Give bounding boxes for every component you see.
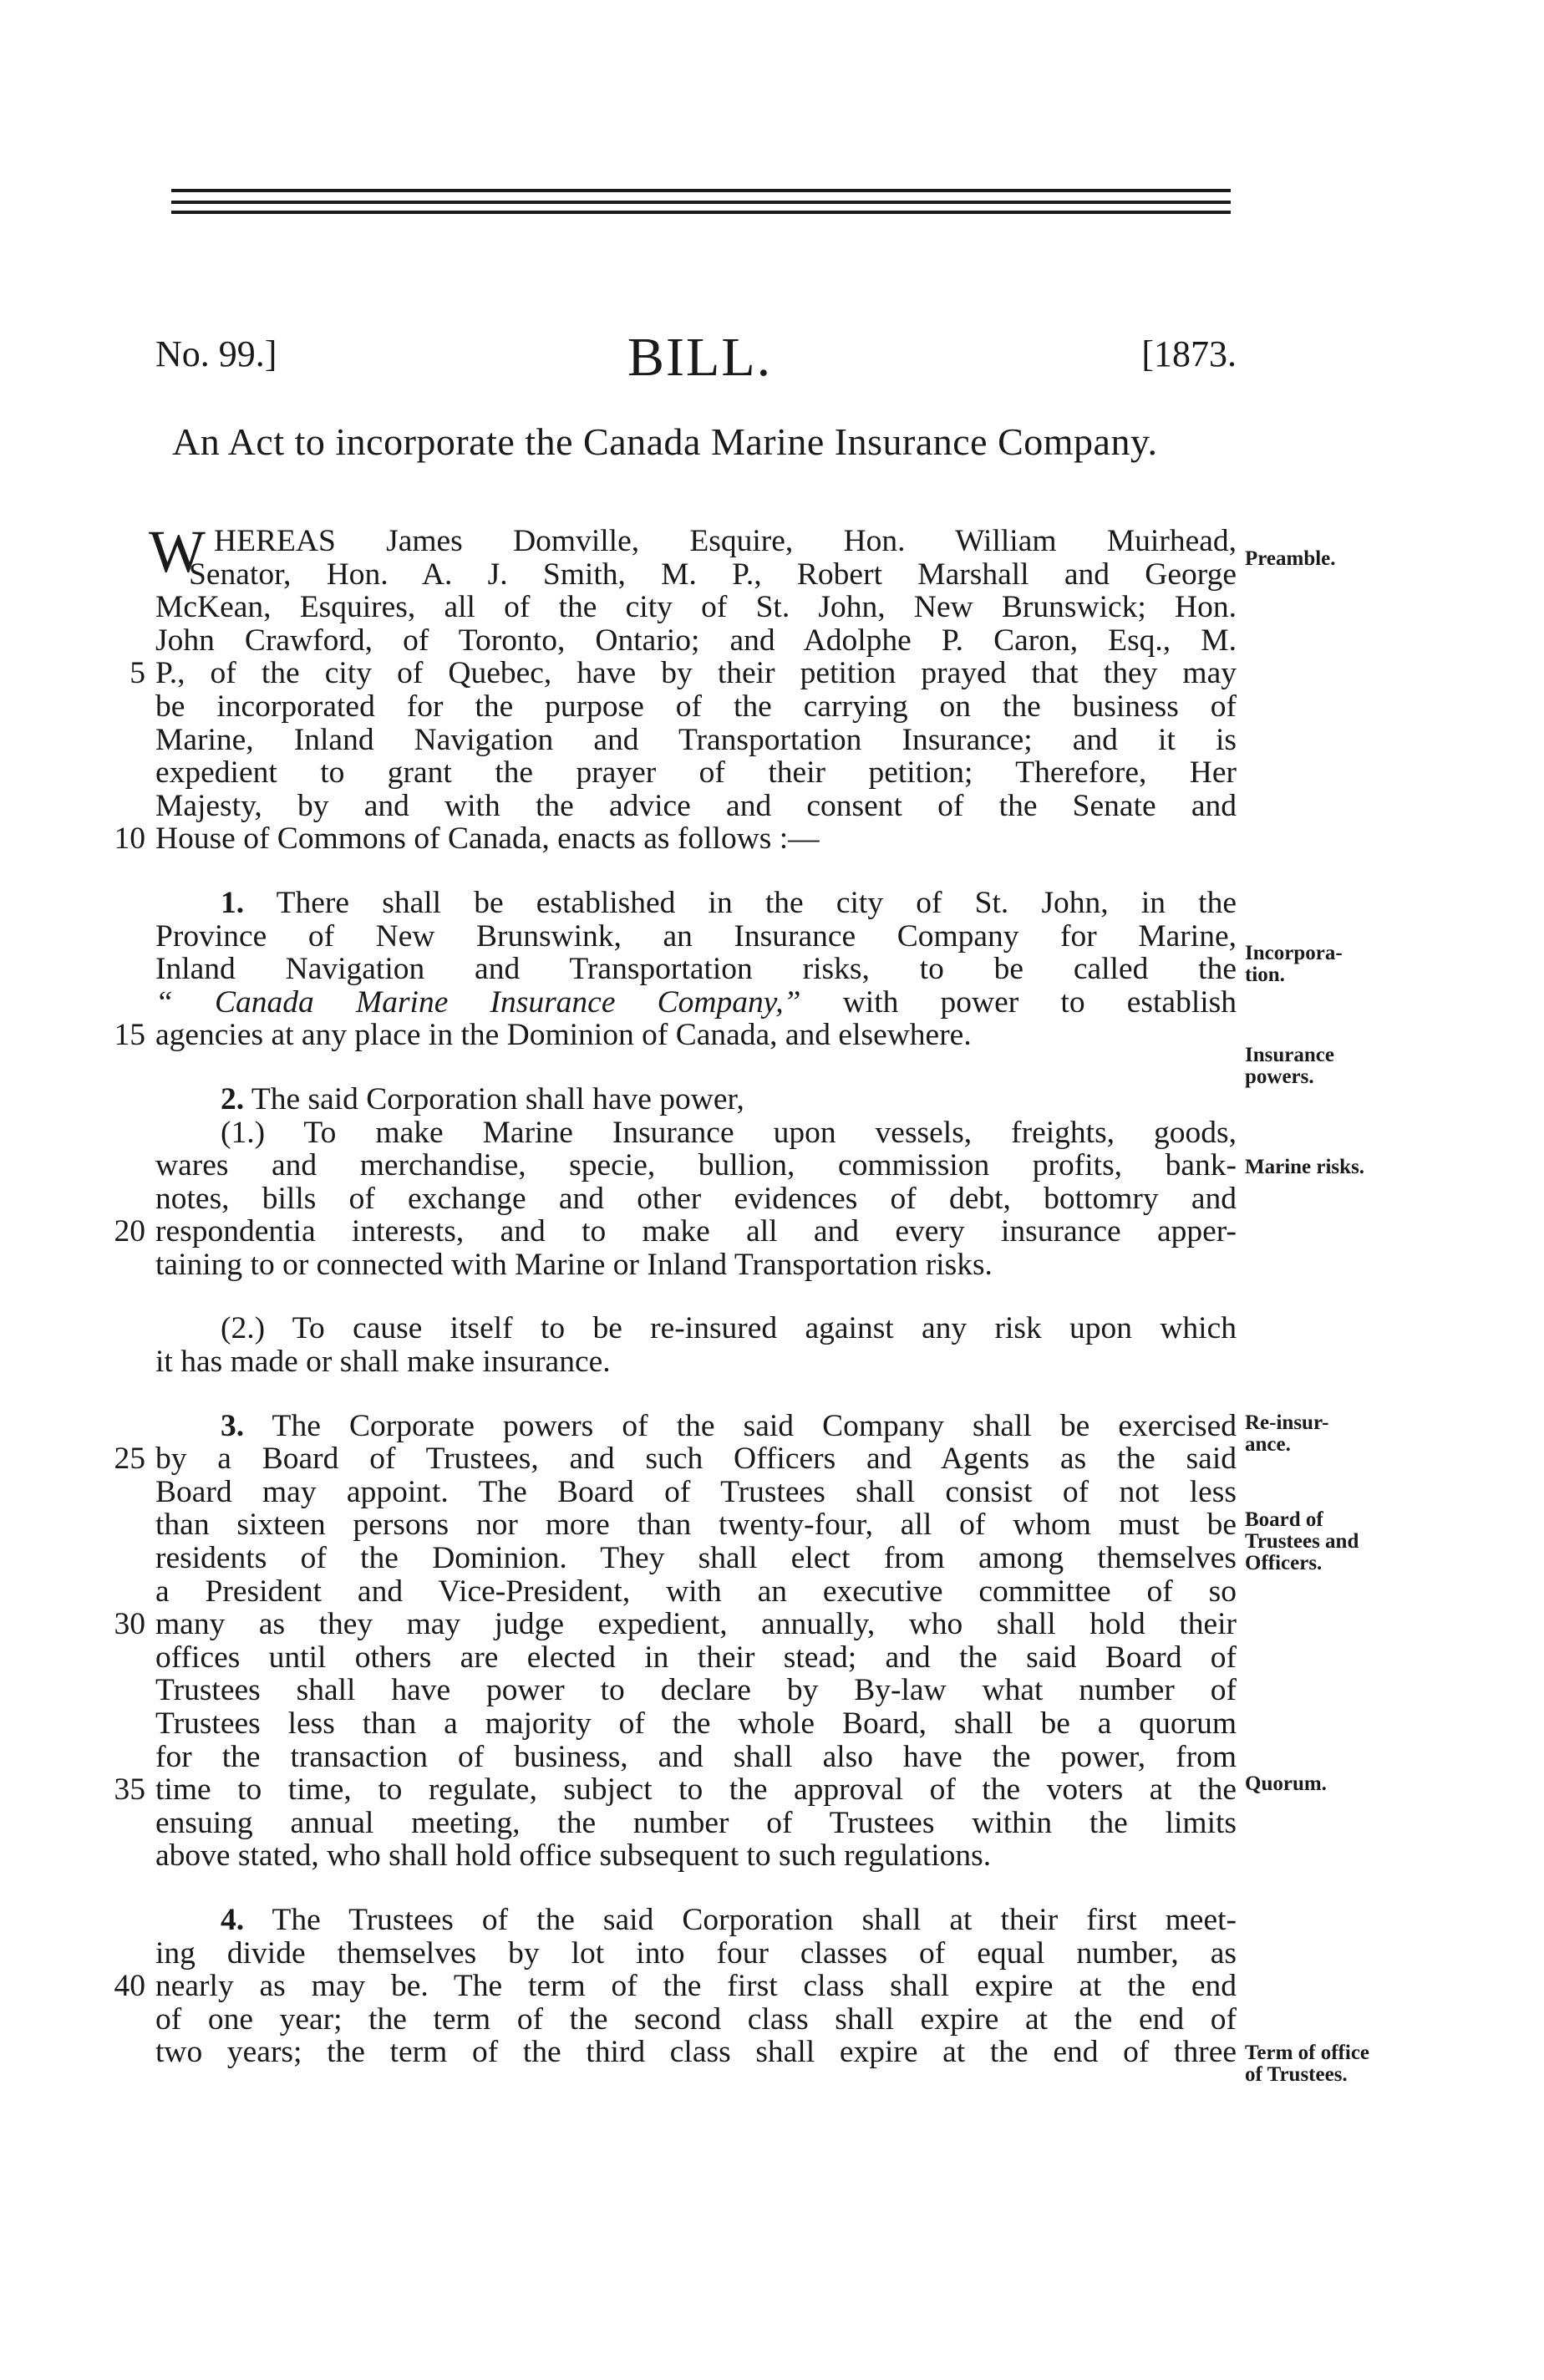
text-line: Province of New Brunswink, an Insurance Company for Marine, — [155, 918, 1237, 954]
margin-note-text: of Trustees. — [1245, 2063, 1348, 2086]
margin-note-term — [1245, 2042, 1412, 2086]
margin-note-text: Incorpora- — [1245, 942, 1343, 964]
text-line: John Crawford, of Toronto, Ontario; and Adolphe P. Caron, Esq., M. — [155, 623, 1237, 658]
text-line: be incorporated for the purpose of the carrying on the business of — [155, 689, 1237, 724]
text-line: Marine, Inland Navigation and Transportation Insurance; and it is — [155, 722, 1237, 757]
text-line: wares and merchandise, specie, bullion, commission profits, bank- — [155, 1148, 1237, 1183]
margin-note-incorporation — [1245, 943, 1412, 986]
margin-note-text: Officers. — [1245, 1552, 1323, 1574]
top-rule — [171, 189, 1231, 192]
text-line: offices until others are elected in their stead; and the said Board of — [155, 1640, 1237, 1675]
text-line: nearly as may be. The term of the first class shall expire at the end — [155, 1969, 1237, 2004]
text-line: HEREAS James Domville, Esquire, Hon. William Muirhead, — [214, 524, 1237, 558]
margin-note-text: Quorum. — [1245, 1772, 1327, 1795]
text-line: of one year; the term of the second class shall expire at the end of — [155, 2001, 1237, 2037]
text-line: Majesty, by and with the advice and consent of the Senate and — [155, 788, 1237, 823]
margin-note-text: Preamble. — [1245, 547, 1336, 570]
text-line: residents of the Dominion. They shall elect from among themselves — [155, 1541, 1237, 1576]
text-line: time to time, to regulate, subject to the approval of the voters at the — [155, 1772, 1237, 1808]
margin-note-text: ance. — [1245, 1433, 1291, 1456]
margin-note-text: Insurance — [1245, 1044, 1334, 1066]
margin-note-text: Re-insur- — [1245, 1411, 1329, 1434]
text-line: taining to or connected with Marine or Inland Transportation risks. — [155, 1247, 993, 1282]
margin-note-text: powers. — [1245, 1065, 1314, 1088]
text-line: The said Corporation shall have power, — [251, 1081, 744, 1116]
text-line: Senator, Hon. A. J. Smith, M. P., Robert Marshall and George — [189, 557, 1237, 592]
text-line: for the transaction of business, and shall also have the power, from — [155, 1739, 1237, 1774]
text-line: with power to establish — [842, 984, 1237, 1020]
section-number: 1. — [221, 885, 245, 920]
line-number: 40 — [114, 1969, 145, 2004]
text-line: respondentia interests, and to make all and every insurance apper- — [155, 1214, 1237, 1249]
text-line: P., of the city of Quebec, have by their petition prayed that they may — [155, 656, 1237, 691]
text-line: it has made or shall make insurance. — [155, 1345, 611, 1380]
text-line: The Trustees of the said Corporation shall at their first meet- — [272, 1902, 1237, 1937]
margin-note-text: tion. — [1245, 964, 1285, 986]
top-rule — [171, 201, 1231, 204]
line-number: 30 — [114, 1607, 145, 1642]
text-line: ensuing annual meeting, the number of Trustees within the limits — [155, 1805, 1237, 1840]
margin-note-text: Marine risks. — [1245, 1156, 1365, 1178]
margin-note-reinsurance — [1245, 1412, 1412, 1456]
company-name: “ Canada Marine Insurance Company,” — [155, 984, 801, 1020]
bill-number: No. 99.] — [155, 333, 277, 374]
text-line: House of Commons of Canada, enacts as follows :— — [155, 821, 820, 857]
line-number: 10 — [114, 821, 145, 857]
drop-cap: W — [149, 518, 206, 585]
bill-body — [114, 518, 1237, 2070]
line-number: 25 — [114, 1442, 145, 1477]
bill-header — [155, 326, 1247, 388]
section-number: 3. — [221, 1408, 245, 1443]
text-line: expedient to grant the prayer of their petition; Therefore, Her — [155, 755, 1237, 791]
text-line: Trustees less than a majority of the whole Board, shall be a quorum — [155, 1706, 1237, 1741]
text-line: (2.) To cause itself to be re-insured against any risk upon which — [221, 1311, 1237, 1346]
text-line: (1.) To make Marine Insurance upon vessels, freights, goods, — [221, 1115, 1237, 1150]
section-number: 2. — [221, 1081, 245, 1116]
bill-heading: BILL. — [627, 327, 773, 388]
text-line: by a Board of Trustees, and such Officers and Agents as the said — [155, 1442, 1237, 1477]
section-4 — [114, 1902, 1237, 2070]
margin-note-marine-risks — [1245, 1157, 1412, 1178]
text-line: Trustees shall have power to declare by By-law what number of — [155, 1673, 1237, 1708]
act-title: An Act to incorporate the Canada Marine Insurance Company. — [172, 420, 1158, 463]
text-line: agencies at any place in the Dominion of Canada, and elsewhere. — [155, 1018, 972, 1053]
margin-note-board — [1245, 1509, 1412, 1574]
section-number: 4. — [221, 1902, 245, 1937]
text-line: notes, bills of exchange and other evidences of debt, bottomry and — [155, 1181, 1237, 1216]
bill-year: [1873. — [1141, 333, 1237, 374]
text-line: Inland Navigation and Transportation risks, to be called the — [155, 952, 1237, 987]
top-rule — [171, 211, 1231, 214]
text-line: two years; the term of the third class shall expire at the end of three — [155, 2035, 1237, 2070]
section-2 — [114, 1081, 1237, 1380]
preamble — [114, 518, 1237, 857]
section-1 — [114, 885, 1237, 1053]
margin-note-quorum — [1245, 1773, 1412, 1795]
text-line: McKean, Esquires, all of the city of St. John, New Brunswick; Hon. — [155, 590, 1237, 625]
margin-note-preamble — [1245, 548, 1412, 570]
line-number: 20 — [114, 1214, 145, 1249]
margin-note-text: Trustees and — [1245, 1530, 1359, 1553]
margin-note-text: Term of office — [1245, 2042, 1370, 2064]
text-line: There shall be established in the city of St. John, in the — [276, 885, 1237, 920]
text-line: than sixteen persons nor more than twenty-four, all of whom must be — [155, 1508, 1237, 1543]
text-line: many as they may judge expedient, annually, who shall hold their — [155, 1607, 1237, 1642]
text-line: ing divide themselves by lot into four classes of equal number, as — [155, 1935, 1237, 1971]
line-number: 5 — [130, 656, 145, 691]
line-number: 15 — [114, 1018, 145, 1053]
text-line: The Corporate powers of the said Company shall be exercised — [272, 1408, 1237, 1443]
text-line: a President and Vice-President, with an executive committee of so — [155, 1574, 1237, 1609]
line-number: 35 — [114, 1772, 145, 1808]
margin-note-text: Board of — [1245, 1508, 1323, 1531]
text-line: Board may appoint. The Board of Trustees shall consist of not less — [155, 1474, 1237, 1509]
section-3 — [114, 1408, 1237, 1874]
text-line: above stated, who shall hold office subsequent to such regulations. — [155, 1838, 992, 1874]
margin-note-insurance-powers — [1245, 1045, 1412, 1088]
